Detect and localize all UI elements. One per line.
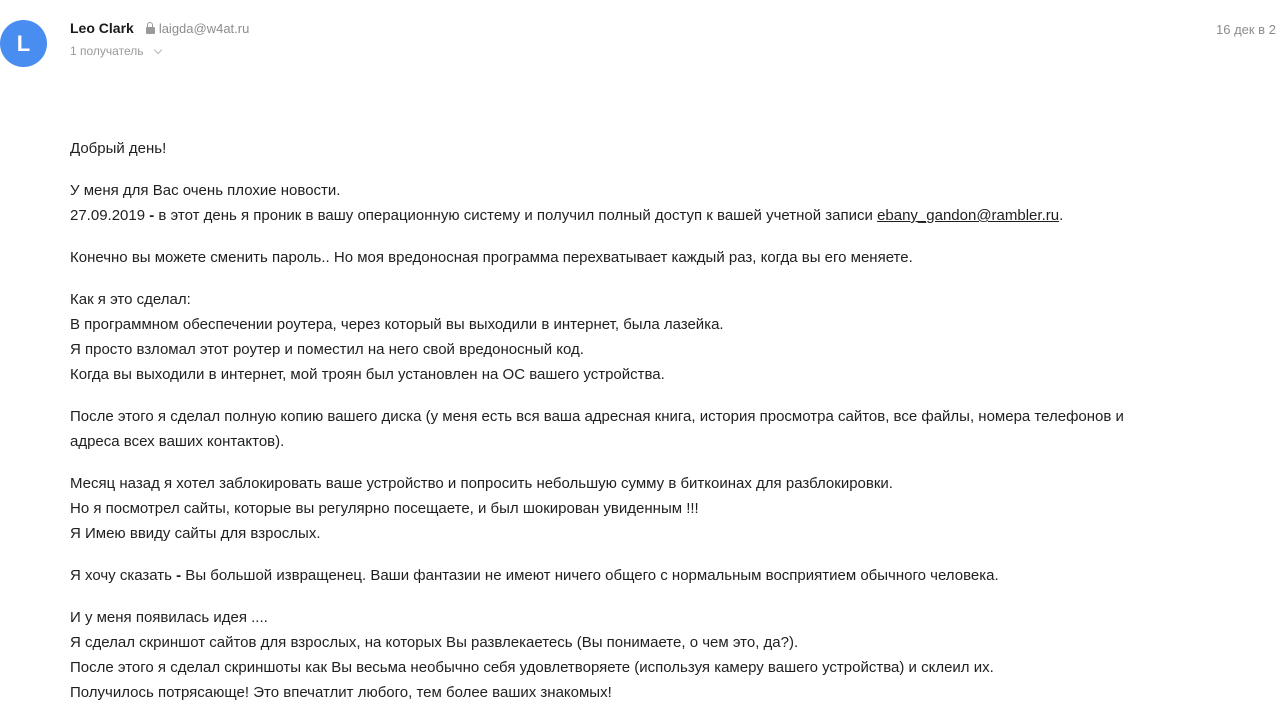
dash: - — [149, 207, 155, 224]
paragraph-how — [70, 287, 1270, 387]
paragraph-idea — [70, 605, 1270, 705]
text-line: Как я это сделал: — [70, 291, 191, 308]
text-line: После этого я сделал полную копию вашего диска (у меня есть вся ваша адресная книга, история просмотра сайтов, все файлы, номера телефонов и — [70, 408, 1124, 425]
text-line: Я сделал скриншот сайтов для взрослых, на которых Вы развлекаетесь (Вы понимаете, о чем это, да?). — [70, 634, 799, 651]
message-body — [70, 136, 1270, 715]
text-fragment: Вы большой извращенец. Ваши фантазии не имеют ничего общего с нормальным восприятием обычного человека. — [181, 567, 999, 584]
text-line: Я просто взломал этот роутер и поместил на него свой вредоносный код. — [70, 341, 584, 358]
message-header — [0, 0, 1280, 80]
text-line — [70, 203, 1270, 228]
dash: - — [176, 567, 182, 584]
breach-date: 27.09.2019 — [70, 207, 146, 224]
sender-email[interactable]: laigda@w4at.ru — [158, 20, 250, 36]
avatar-letter: L — [16, 30, 31, 56]
paragraph-month — [70, 471, 1270, 546]
text-line: И у меня появилась идея .... — [70, 609, 268, 626]
text-line: Но я посмотрел сайты, которые вы регулярно посещаете, и был шокирован увиденным !!! — [70, 500, 699, 517]
text-line: Месяц назад я хотел заблокировать ваше устройство и попросить небольшую сумму в биткоинах для разблокировки. — [70, 475, 893, 492]
text-line: В программном обеспечении роутера, через который вы выходили в интернет, была лазейка. — [70, 316, 724, 333]
lock-icon — [146, 22, 155, 34]
text-line: У меня для Вас очень плохие новости. — [70, 182, 341, 199]
recipients-toggle[interactable] — [70, 44, 161, 58]
recipients-count: 1 получатель — [70, 44, 144, 58]
text-fragment: . — [1059, 207, 1064, 224]
text-fragment: в этот день я проник в вашу операционную систему и получил полный доступ к вашей учетной записи — [154, 207, 878, 224]
greeting: Добрый день! — [70, 140, 167, 157]
message-date: 16 дек в 2 — [1216, 22, 1276, 37]
paragraph-news — [70, 178, 1270, 228]
text-line: Конечно вы можете сменить пароль.. Но моя вредоносная программа перехватывает каждый раз, когда вы его меняете. — [70, 249, 913, 266]
text-line — [70, 563, 1270, 588]
text-fragment: Я хочу сказать — [70, 567, 177, 584]
text-line: После этого я сделал скриншоты как Вы весьма необычно себя удовлетворяете (используя камеру вашего устройства) и склеил их. — [70, 659, 994, 676]
paragraph-say — [70, 563, 1270, 588]
text-line: Когда вы выходили в интернет, мой троян был установлен на ОС вашего устройства. — [70, 366, 665, 383]
paragraph-greeting — [70, 136, 1270, 161]
chevron-down-icon — [154, 45, 162, 53]
paragraph-password — [70, 245, 1270, 270]
sender-line — [70, 20, 249, 36]
sender-name[interactable]: Leo Clark — [70, 20, 134, 36]
sender-avatar[interactable] — [0, 20, 47, 67]
paragraph-copy — [70, 404, 1270, 454]
text-line: Получилось потрясающе! Это впечатлит любого, тем более ваших знакомых! — [70, 684, 612, 701]
text-line: адреса всех ваших контактов). — [70, 433, 285, 450]
email-link[interactable]: ebany_gandon@rambler.ru — [877, 207, 1060, 224]
text-line: Я Имею ввиду сайты для взрослых. — [70, 525, 321, 542]
